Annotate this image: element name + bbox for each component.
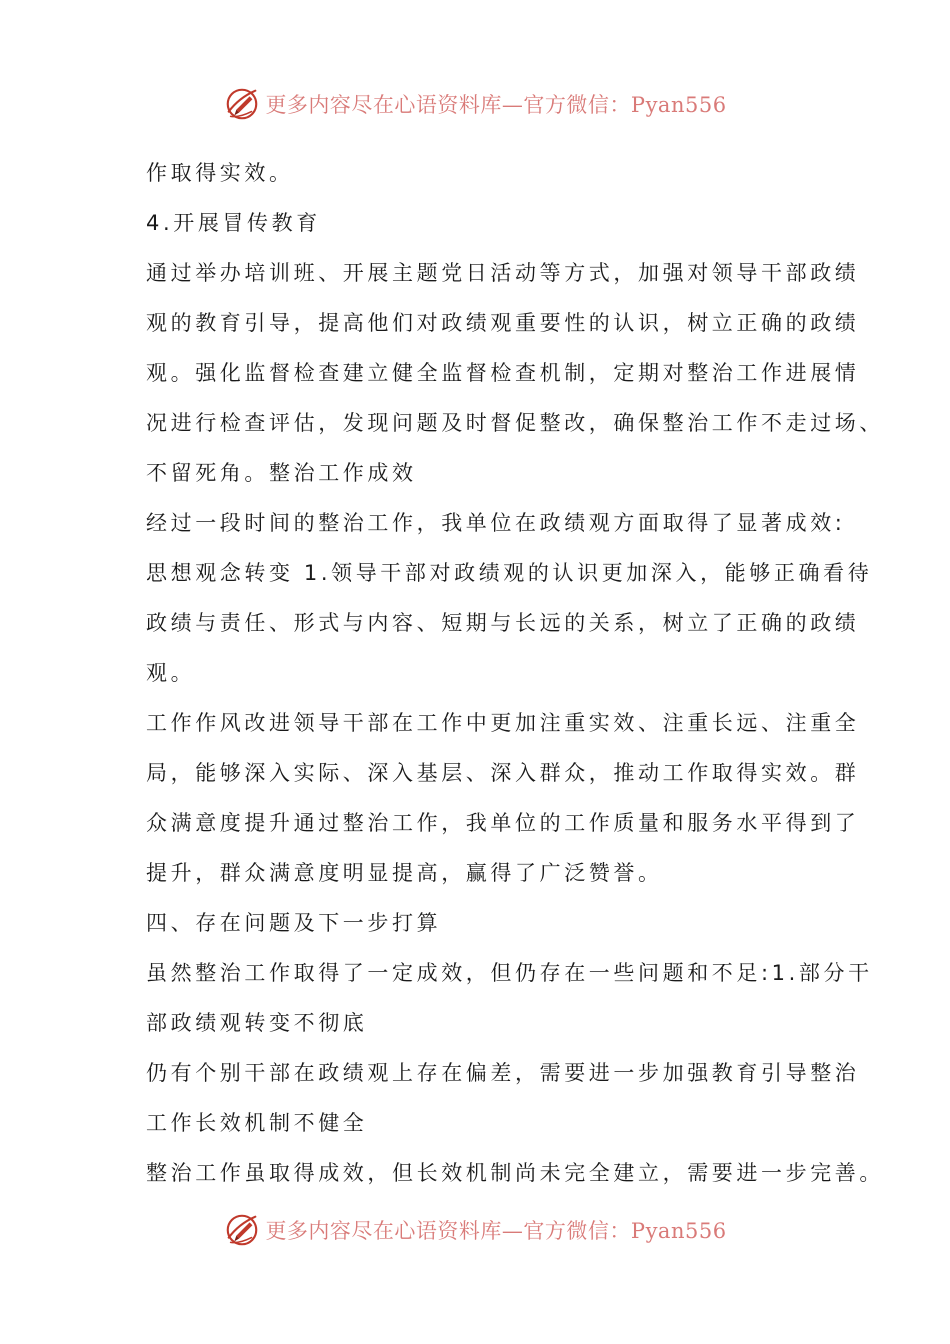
body-line: 况进行检查评估，发现问题及时督促整改，确保整治工作不走过场、 [146, 411, 884, 435]
pen-circle-logo-icon [223, 1211, 261, 1249]
body-line: 工作长效机制不健全 [146, 1111, 368, 1135]
body-line: 不留死角。整治工作成效 [146, 461, 417, 485]
body-line: 虽然整治工作取得了一定成效，但仍存在一些问题和不足:1.部分干 [146, 961, 873, 985]
body-line: 作取得实效。 [146, 161, 294, 185]
body-line: 众满意度提升通过整治工作，我单位的工作质量和服务水平得到了 [146, 811, 860, 835]
body-line: 通过举办培训班、开展主题党日活动等方式，加强对领导干部政绩 [146, 261, 860, 285]
body-line: 局，能够深入实际、深入基层、深入群众，推动工作取得实效。群 [146, 761, 860, 785]
body-line: 观的教育引导，提高他们对政绩观重要性的认识，树立正确的政绩 [146, 311, 860, 335]
header-banner [0, 84, 950, 124]
section-heading: 四、存在问题及下一步打算 [146, 911, 442, 935]
body-line: 工作作风改进领导干部在工作中更加注重实效、注重长远、注重全 [146, 711, 860, 735]
body-line: 部政绩观转变不彻底 [146, 1011, 368, 1035]
header-banner-text: 更多内容尽在心语资料库—官方微信：Pyan556 [265, 93, 727, 117]
body-line: 仍有个别干部在政绩观上存在偏差，需要进一步加强教育引导整治 [146, 1061, 860, 1085]
body-line: 经过一段时间的整治工作，我单位在政绩观方面取得了显著成效: [146, 511, 846, 535]
pen-circle-logo-icon [223, 85, 261, 123]
body-line: 提升，群众满意度明显提高，赢得了广泛赞誉。 [146, 861, 663, 885]
footer-banner [0, 1210, 950, 1250]
body-line: 政绩与责任、形式与内容、短期与长远的关系，树立了正确的政绩 [146, 611, 860, 635]
body-line: 观。 [146, 661, 196, 685]
body-line: 思想观念转变 1.领导干部对政绩观的认识更加深入，能够正确看待 [146, 561, 873, 585]
section-heading: 4.开展冒传教育 [146, 211, 321, 235]
document-body [146, 148, 884, 1198]
footer-banner-text: 更多内容尽在心语资料库—官方微信：Pyan556 [265, 1219, 727, 1243]
body-line: 整治工作虽取得成效，但长效机制尚未完全建立，需要进一步完善。 [146, 1161, 884, 1185]
body-line: 观。强化监督检查建立健全监督检查机制，定期对整治工作进展情 [146, 361, 860, 385]
